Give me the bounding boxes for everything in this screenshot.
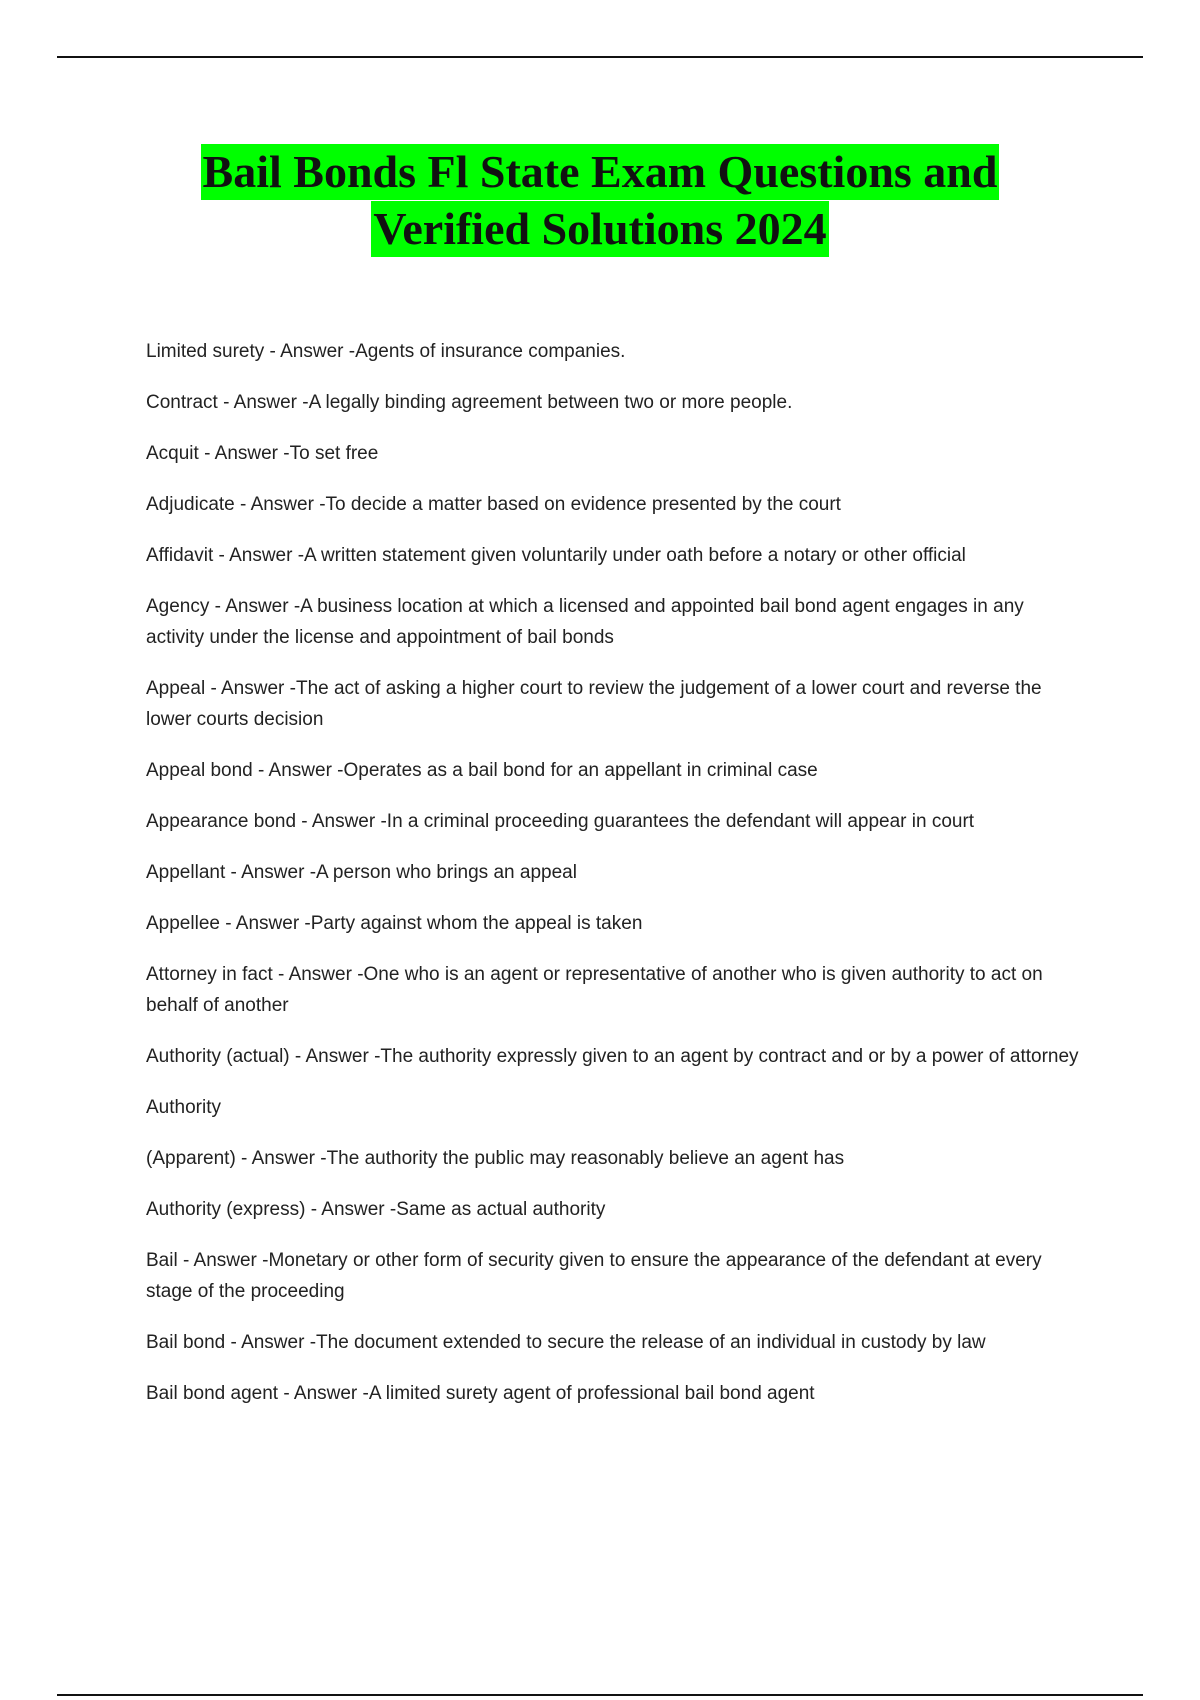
qa-entry-bail: Bail - Answer -Monetary or other form of security given to ensure the appearance of the defendant at every stage of the proceeding xyxy=(146,1250,1042,1302)
qa-entry-limited-surety: Limited surety - Answer -Agents of insurance companies. xyxy=(146,341,626,362)
qa-entry-appellee: Appellee - Answer -Party against whom the appeal is taken xyxy=(146,913,643,934)
qa-entry-bail-bond-agent: Bail bond agent - Answer -A limited surety agent of professional bail bond agent xyxy=(146,1383,815,1404)
qa-entry-attorney-in-fact: Attorney in fact - Answer -One who is an agent or representative of another who is given authority to act on behalf of another xyxy=(146,964,1043,1016)
qa-entry-appeal-bond: Appeal bond - Answer -Operates as a bail bond for an appellant in criminal case xyxy=(146,760,818,781)
qa-entry-affidavit: Affidavit - Answer -A written statement given voluntarily under oath before a notary or other official xyxy=(146,545,966,566)
qa-entry-contract: Contract - Answer -A legally binding agreement between two or more people. xyxy=(146,392,793,413)
qa-entry-appearance-bond: Appearance bond - Answer -In a criminal proceeding guarantees the defendant will appear in court xyxy=(146,811,975,832)
qa-entry-authority-actual: Authority (actual) - Answer -The authority expressly given to an agent by contract and or by a power of attorney xyxy=(146,1046,1079,1067)
qa-entry-agency: Agency - Answer -A business location at which a licensed and appointed bail bond agent engages in any activity under the license and appointment of bail bonds xyxy=(146,596,1024,648)
qa-entry-appeal: Appeal - Answer -The act of asking a higher court to review the judgement of a lower court and reverse the lower courts decision xyxy=(146,678,1042,730)
qa-entry-authority-express: Authority (express) - Answer -Same as actual authority xyxy=(146,1199,606,1220)
qa-entry-adjudicate: Adjudicate - Answer -To decide a matter based on evidence presented by the court xyxy=(146,494,841,515)
qa-entry-authority: Authority xyxy=(146,1097,221,1118)
top-rule xyxy=(57,56,1143,58)
qa-entry-acquit: Acquit - Answer -To set free xyxy=(146,443,379,464)
qa-list xyxy=(146,336,1086,1429)
bottom-rule xyxy=(57,1694,1143,1696)
title-line-2: Verified Solutions 2024 xyxy=(371,201,828,257)
document-title xyxy=(0,144,1200,258)
title-line-1: Bail Bonds Fl State Exam Questions and xyxy=(201,144,1000,200)
qa-entry-authority-apparent: (Apparent) - Answer -The authority the public may reasonably believe an agent has xyxy=(146,1148,845,1169)
qa-entry-appellant: Appellant - Answer -A person who brings an appeal xyxy=(146,862,577,883)
qa-entry-bail-bond: Bail bond - Answer -The document extended to secure the release of an individual in custody by law xyxy=(146,1332,986,1353)
